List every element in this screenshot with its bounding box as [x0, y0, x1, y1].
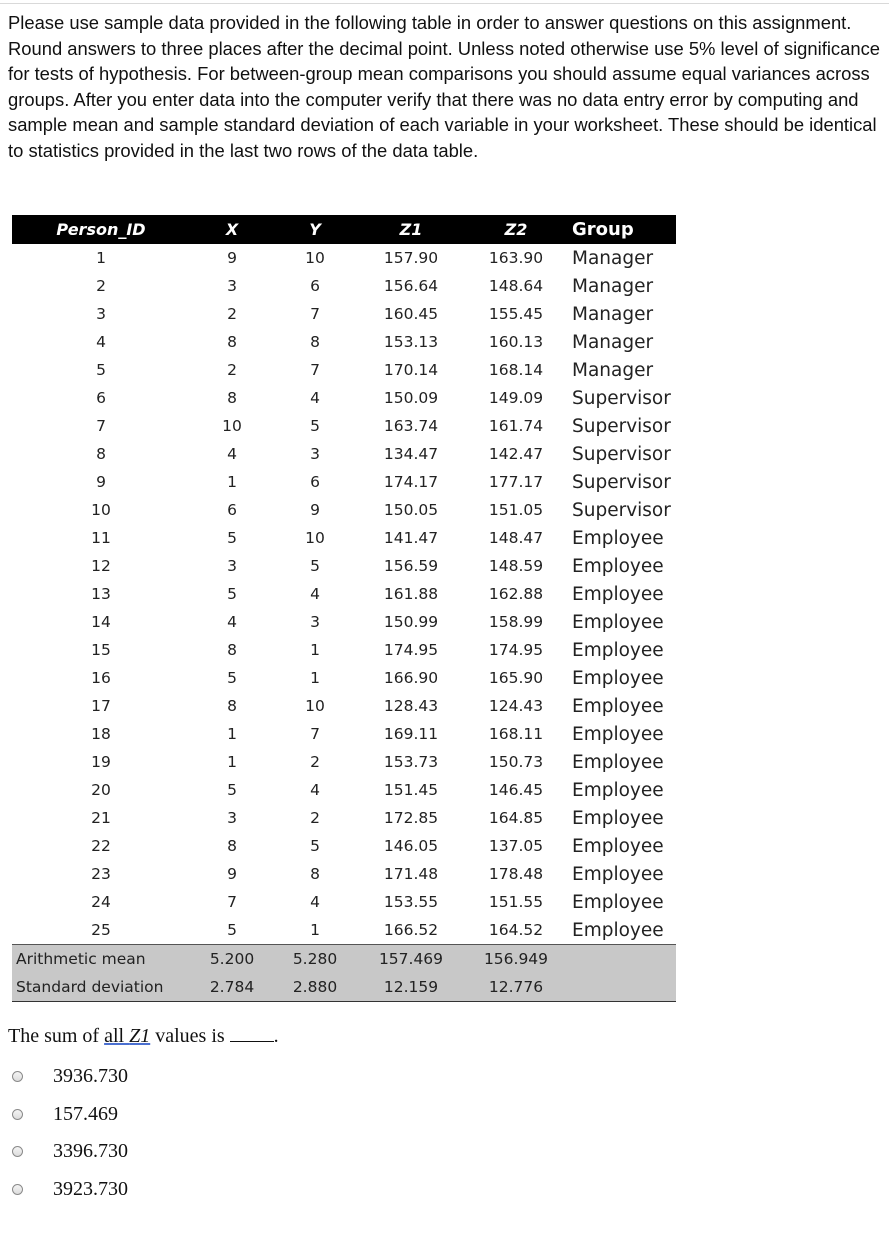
cell-x: 7: [227, 893, 237, 911]
answer-options: [8, 1058, 128, 1208]
cell-z1: 151.45: [383, 781, 439, 799]
cell-group: Employee: [572, 807, 664, 829]
cell-z1: 150.09: [383, 389, 439, 407]
cell-y: 5: [310, 837, 320, 855]
table-row: [12, 244, 676, 272]
cell-person-id: 16: [91, 669, 111, 687]
cell-person-id: 22: [91, 837, 111, 855]
table-row: [12, 272, 676, 300]
cell-x: 1: [227, 473, 237, 491]
cell-z1: 134.47: [383, 445, 439, 463]
cell-z2: 150.73: [488, 753, 544, 771]
answer-blank: [230, 1027, 274, 1042]
cell-person-id: 21: [91, 809, 111, 827]
table-row: [12, 804, 676, 832]
cell-person-id: 24: [91, 893, 111, 911]
table-row: [12, 580, 676, 608]
cell-y: 6: [310, 473, 320, 491]
table-row: [12, 860, 676, 888]
cell-z2: 149.09: [488, 389, 544, 407]
table-stats: [12, 945, 676, 1002]
stat-x: 2.784: [190, 973, 274, 1002]
option-label: 3936.730: [53, 1065, 128, 1088]
answer-option[interactable]: [8, 1058, 128, 1096]
cell-person-id: 23: [91, 865, 111, 883]
cell-x: 5: [227, 781, 237, 799]
table-row: [12, 412, 676, 440]
answer-option[interactable]: [8, 1133, 128, 1171]
cell-z2: 164.52: [488, 921, 544, 939]
header-z1: Z1: [399, 220, 423, 239]
cell-z2: 168.14: [488, 361, 544, 379]
stat-z2: 156.949: [466, 945, 566, 974]
radio-button[interactable]: [12, 1109, 23, 1120]
question-suffix: values is: [150, 1025, 230, 1047]
stat-y: 5.280: [274, 945, 356, 974]
cell-z1: 169.11: [383, 725, 439, 743]
question-underlined: all Z1: [104, 1025, 151, 1047]
cell-z1: 166.52: [383, 921, 439, 939]
cell-z1: 153.73: [383, 753, 439, 771]
cell-z2: 155.45: [488, 305, 544, 323]
cell-y: 3: [310, 613, 320, 631]
cell-z2: 160.13: [488, 333, 544, 351]
cell-y: 10: [305, 529, 325, 547]
table-row: [12, 300, 676, 328]
cell-group: Manager: [572, 247, 654, 269]
table-row: [12, 636, 676, 664]
cell-y: 4: [310, 389, 320, 407]
cell-person-id: 3: [96, 305, 106, 323]
cell-y: 6: [310, 277, 320, 295]
cell-person-id: 15: [91, 641, 111, 659]
cell-z2: 168.11: [488, 725, 544, 743]
cell-y: 1: [310, 669, 320, 687]
answer-option[interactable]: [8, 1096, 128, 1134]
cell-z2: 148.64: [488, 277, 544, 295]
cell-person-id: 2: [96, 277, 106, 295]
cell-z2: 146.45: [488, 781, 544, 799]
cell-x: 2: [227, 305, 237, 323]
cell-z1: 156.64: [383, 277, 439, 295]
cell-z2: 161.74: [488, 417, 544, 435]
cell-person-id: 18: [91, 725, 111, 743]
cell-person-id: 25: [91, 921, 111, 939]
cell-group: Supervisor: [572, 471, 671, 493]
cell-y: 3: [310, 445, 320, 463]
table-row: [12, 692, 676, 720]
cell-y: 7: [310, 305, 320, 323]
header-person-id: Person_ID: [56, 220, 146, 239]
cell-group: Employee: [572, 779, 664, 801]
cell-person-id: 9: [96, 473, 106, 491]
stat-z2: 12.776: [466, 973, 566, 1002]
question-end: .: [273, 1025, 279, 1047]
cell-x: 8: [227, 697, 237, 715]
cell-z2: 158.99: [488, 613, 544, 631]
cell-x: 8: [227, 641, 237, 659]
cell-z1: 128.43: [383, 697, 439, 715]
cell-z2: 137.05: [488, 837, 544, 855]
question-text: [8, 1025, 279, 1048]
cell-z2: 124.43: [488, 697, 544, 715]
cell-x: 1: [227, 753, 237, 771]
cell-z2: 151.05: [488, 501, 544, 519]
cell-group: Supervisor: [572, 443, 671, 465]
cell-z1: 141.47: [383, 529, 439, 547]
cell-z1: 174.95: [383, 641, 439, 659]
stat-label: Standard deviation: [12, 973, 190, 1002]
stat-label: Arithmetic mean: [12, 945, 190, 974]
cell-group: Employee: [572, 583, 664, 605]
cell-group: Employee: [572, 751, 664, 773]
cell-x: 8: [227, 389, 237, 407]
header-z2: Z2: [504, 220, 528, 239]
cell-x: 5: [227, 585, 237, 603]
cell-y: 10: [305, 249, 325, 267]
radio-button[interactable]: [12, 1184, 23, 1195]
stat-z1: 157.469: [356, 945, 466, 974]
cell-y: 4: [310, 781, 320, 799]
cell-x: 5: [227, 921, 237, 939]
cell-y: 2: [310, 809, 320, 827]
cell-person-id: 20: [91, 781, 111, 799]
cell-group: Employee: [572, 527, 664, 549]
table-row: [12, 748, 676, 776]
cell-x: 2: [227, 361, 237, 379]
cell-z1: 172.85: [383, 809, 439, 827]
stat-group-empty: [566, 973, 676, 1002]
cell-z1: 153.55: [383, 893, 439, 911]
cell-z1: 153.13: [383, 333, 439, 351]
cell-x: 3: [227, 277, 237, 295]
cell-z1: 174.17: [383, 473, 439, 491]
cell-x: 1: [227, 725, 237, 743]
cell-person-id: 5: [96, 361, 106, 379]
instructions-text: Please use sample data provided in the following table in order to answer questions on this assignment. Round answers to three places after the decimal point. Unless noted otherwise use 5% level of significance for tests of hypothesis. For between-group mean comparisons you should assume equal variances across groups. After you enter data into the computer verify that there was no data entry error by computing and sample mean and sample standard deviation of each variable in your worksheet. These should be identical to statistics provided in the last two rows of the data table.: [8, 12, 880, 161]
cell-x: 8: [227, 837, 237, 855]
cell-person-id: 10: [91, 501, 111, 519]
option-label: 3396.730: [53, 1140, 128, 1163]
stat-y: 2.880: [274, 973, 356, 1002]
table-row: [12, 356, 676, 384]
cell-z1: 161.88: [383, 585, 439, 603]
cell-x: 8: [227, 333, 237, 351]
cell-z1: 166.90: [383, 669, 439, 687]
cell-x: 6: [227, 501, 237, 519]
cell-z1: 150.99: [383, 613, 439, 631]
cell-z2: 162.88: [488, 585, 544, 603]
cell-person-id: 14: [91, 613, 111, 631]
cell-z1: 170.14: [383, 361, 439, 379]
cell-person-id: 19: [91, 753, 111, 771]
cell-group: Supervisor: [572, 415, 671, 437]
table-row: [12, 384, 676, 412]
cell-group: Employee: [572, 891, 664, 913]
cell-z1: 160.45: [383, 305, 439, 323]
cell-z2: 142.47: [488, 445, 544, 463]
cell-group: Employee: [572, 919, 664, 941]
cell-z1: 157.90: [383, 249, 439, 267]
stat-z1: 12.159: [356, 973, 466, 1002]
cell-group: Employee: [572, 723, 664, 745]
cell-z2: 165.90: [488, 669, 544, 687]
table-row: [12, 468, 676, 496]
cell-group: Employee: [572, 639, 664, 661]
cell-person-id: 13: [91, 585, 111, 603]
cell-group: Supervisor: [572, 499, 671, 521]
cell-z2: 148.47: [488, 529, 544, 547]
cell-z2: 163.90: [488, 249, 544, 267]
cell-z2: 178.48: [488, 865, 544, 883]
cell-z1: 163.74: [383, 417, 439, 435]
table-row: [12, 608, 676, 636]
stat-x: 5.200: [190, 945, 274, 974]
cell-x: 3: [227, 809, 237, 827]
table-row: [12, 776, 676, 804]
data-table: [12, 215, 676, 1002]
table-body: [12, 244, 676, 945]
cell-person-id: 6: [96, 389, 106, 407]
cell-x: 4: [227, 613, 237, 631]
cell-group: Manager: [572, 303, 654, 325]
cell-person-id: 4: [96, 333, 106, 351]
cell-person-id: 12: [91, 557, 111, 575]
stats-row-mean: [12, 945, 676, 974]
cell-person-id: 11: [91, 529, 111, 547]
cell-y: 4: [310, 585, 320, 603]
cell-y: 2: [310, 753, 320, 771]
table-row: [12, 888, 676, 916]
table-row: [12, 720, 676, 748]
cell-y: 8: [310, 865, 320, 883]
cell-group: Manager: [572, 359, 654, 381]
cell-y: 5: [310, 417, 320, 435]
cell-y: 4: [310, 893, 320, 911]
option-label: 157.469: [53, 1102, 118, 1125]
cell-y: 7: [310, 361, 320, 379]
stat-group-empty: [566, 945, 676, 974]
radio-button[interactable]: [12, 1071, 23, 1082]
cell-person-id: 17: [91, 697, 111, 715]
cell-person-id: 8: [96, 445, 106, 463]
answer-option[interactable]: [8, 1171, 128, 1209]
table-row: [12, 328, 676, 356]
table-row: [12, 496, 676, 524]
header-y: Y: [309, 220, 321, 239]
table-row: [12, 440, 676, 468]
cell-y: 5: [310, 557, 320, 575]
cell-x: 10: [222, 417, 242, 435]
cell-group: Manager: [572, 331, 654, 353]
cell-z2: 164.85: [488, 809, 544, 827]
header-group: Group: [572, 219, 634, 240]
cell-z1: 171.48: [383, 865, 439, 883]
cell-y: 1: [310, 921, 320, 939]
table-row: [12, 552, 676, 580]
cell-group: Employee: [572, 695, 664, 717]
cell-z1: 146.05: [383, 837, 439, 855]
table-row: [12, 664, 676, 692]
question-variable: Z1: [129, 1025, 151, 1047]
cell-group: Employee: [572, 611, 664, 633]
cell-z1: 150.05: [383, 501, 439, 519]
cell-group: Employee: [572, 667, 664, 689]
table-row: [12, 916, 676, 945]
cell-person-id: 1: [96, 249, 106, 267]
cell-y: 8: [310, 333, 320, 351]
header-x: X: [225, 220, 239, 239]
stats-row-sd: [12, 973, 676, 1002]
question-prefix: The sum of: [8, 1025, 105, 1047]
cell-z1: 156.59: [383, 557, 439, 575]
cell-x: 5: [227, 529, 237, 547]
cell-group: Manager: [572, 275, 654, 297]
cell-person-id: 7: [96, 417, 106, 435]
cell-z2: 177.17: [488, 473, 544, 491]
table-row: [12, 524, 676, 552]
table-header-row: [12, 215, 676, 244]
cell-x: 9: [227, 249, 237, 267]
cell-x: 3: [227, 557, 237, 575]
cell-x: 9: [227, 865, 237, 883]
radio-button[interactable]: [12, 1146, 23, 1157]
option-label: 3923.730: [53, 1177, 128, 1200]
cell-x: 5: [227, 669, 237, 687]
cell-y: 10: [305, 697, 325, 715]
cell-z2: 151.55: [488, 893, 544, 911]
cell-z2: 174.95: [488, 641, 544, 659]
cell-group: Employee: [572, 555, 664, 577]
cell-group: Employee: [572, 835, 664, 857]
cell-group: Employee: [572, 863, 664, 885]
cell-y: 1: [310, 641, 320, 659]
cell-group: Supervisor: [572, 387, 671, 409]
table-row: [12, 832, 676, 860]
cell-z2: 148.59: [488, 557, 544, 575]
cell-y: 7: [310, 725, 320, 743]
cell-y: 9: [310, 501, 320, 519]
top-divider: [0, 3, 889, 4]
cell-x: 4: [227, 445, 237, 463]
